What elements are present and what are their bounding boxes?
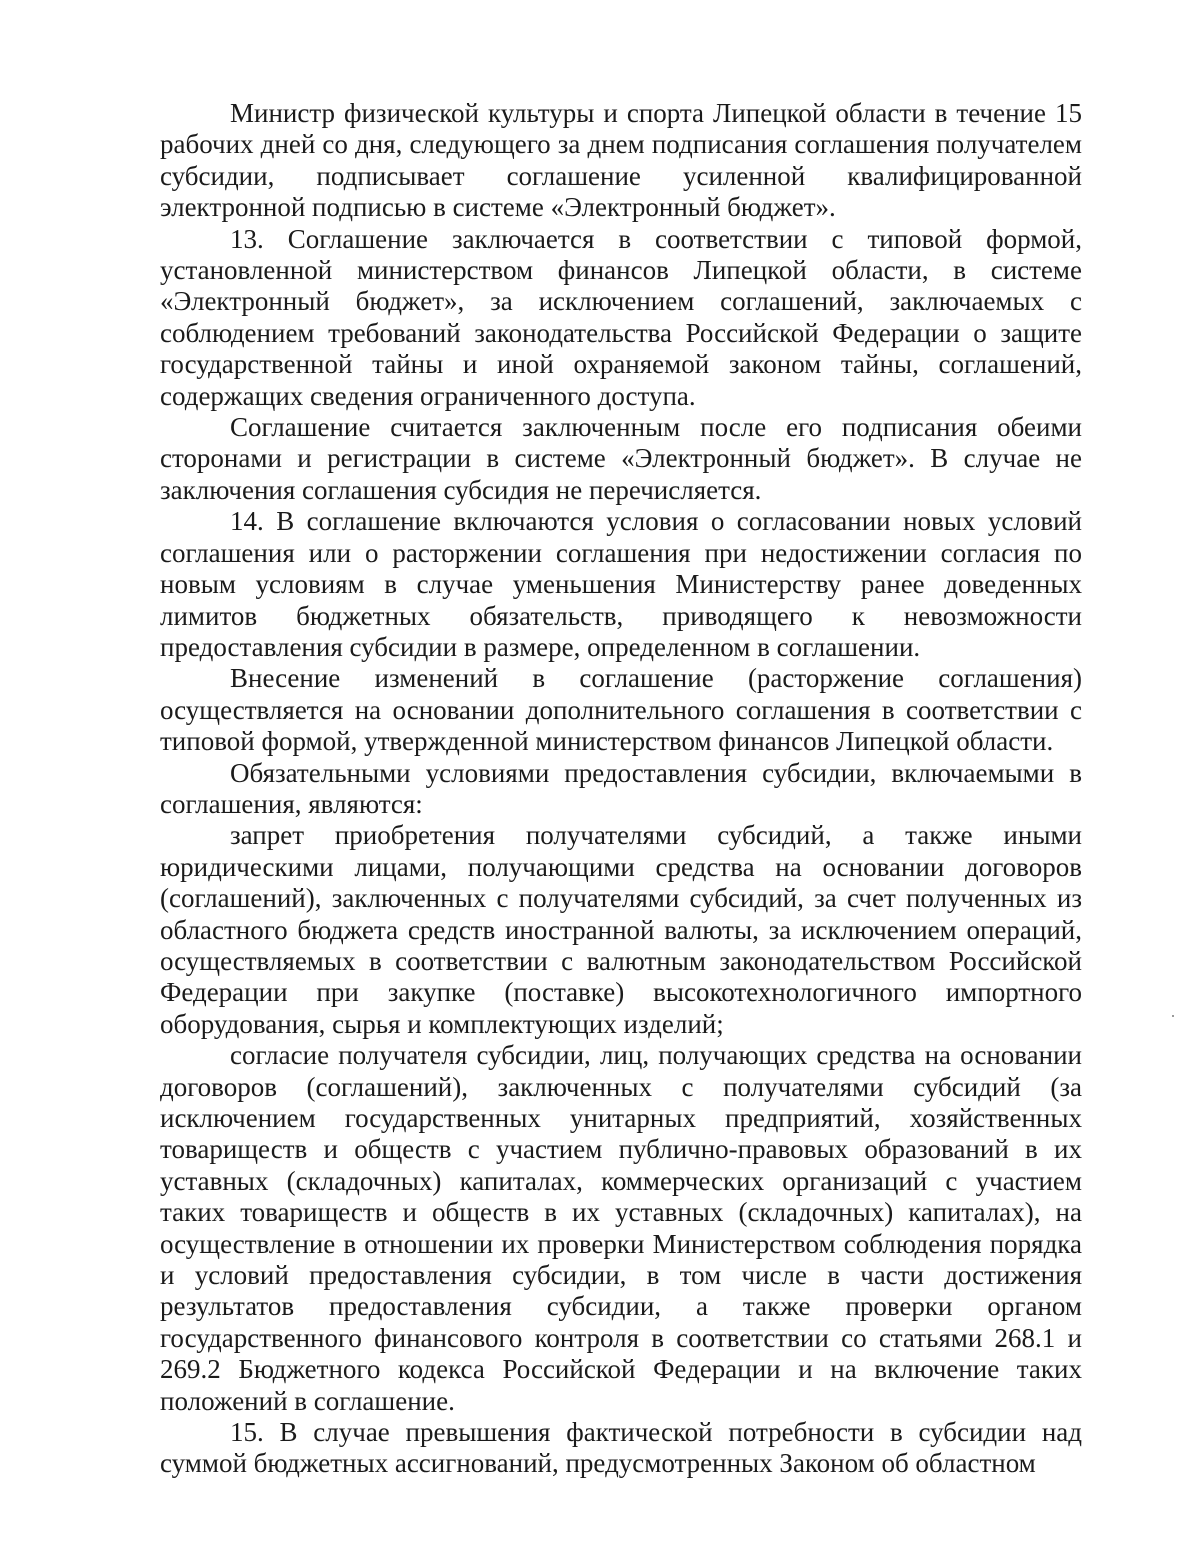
paragraph-mandatory-conditions: Обязательными условиями предоставления субсидии, включаемыми в соглашения, являются: [160, 757, 1082, 819]
paragraph-clause-13: 13. Соглашение заключается в соответствии с типовой формой, установленной министерством финансов Липецкой области, в системе «Электронный бюджет», за исключением соглашений, заключаемых с соблюдением требований законодательства Российской Федерации о защите государственной тайны и иной охраняемой законом тайны, соглашений, содержащих сведения ограниченного доступа. [160, 223, 1082, 411]
paragraph-minister-signing: Министр физической культуры и спорта Липецкой области в течение 15 рабочих дней со дня, следующего за днем подписания соглашения получателем субсидии, подписывает соглашение усиленной квалифицированной электронной подписью в системе «Электронный бюджет». [160, 98, 1082, 223]
paragraph-amendments: Внесение изменений в соглашение (расторжение соглашения) осуществляется на основании дополнительного соглашения в соответствии с типовой формой, утвержденной министерством финансов Липецкой области. [160, 663, 1082, 757]
paragraph-agreement-concluded: Соглашение считается заключенным после его подписания обеими сторонами и регистрации в системе «Электронный бюджет». В случае не заключения соглашения субсидия не перечисляется. [160, 412, 1082, 505]
scan-speck [1172, 1015, 1174, 1017]
paragraph-clause-15: 15. В случае превышения фактической потребности в субсидии над суммой бюджетных ассигнований, предусмотренных Законом об областном [160, 1417, 1082, 1479]
paragraph-clause-14: 14. В соглашение включаются условия о согласовании новых условий соглашения или о расторжении соглашения при недостижении согласия по новым условиям в случае уменьшения Министерству ранее доведенных лимитов бюджетных обязательств, приводящего к невозможности предоставления субсидии в размере, определенном в соглашении. [160, 506, 1082, 662]
paragraph-inspection-consent: согласие получателя субсидии, лиц, получающих средства на основании договоров (соглашений), заключенных с получателями субсидий (за исключением государственных унитарных предприятий, хозяйственных товариществ и обществ с участием публично-правовых образований в их уставных (складочных) капиталах, коммерческих организаций с участием таких товариществ и обществ в их уставных (складочных) капиталах), на осуществление в отношении их проверки Министерством соблюдения порядка и условий предоставления субсидии, в том числе в части достижения результатов предоставления субсидии, а также проверки органом государственного финансового контроля в соответствии со статьями 268.1 и 269.2 Бюджетного кодекса Российской Федерации и на включение таких положений в соглашение. [160, 1040, 1082, 1416]
paragraph-currency-ban: запрет приобретения получателями субсидий, а также иными юридическими лицами, получающими средства на основании договоров (соглашений), заключенных с получателями субсидий, за счет полученных из областного бюджета средств иностранной валюты, за исключением операций, осуществляемых в соответствии с валютным законодательством Российской Федерации при закупке (поставке) высокотехнологичного импортного оборудования, сырья и комплектующих изделий; [160, 820, 1082, 1039]
document-body [160, 98, 1082, 1480]
